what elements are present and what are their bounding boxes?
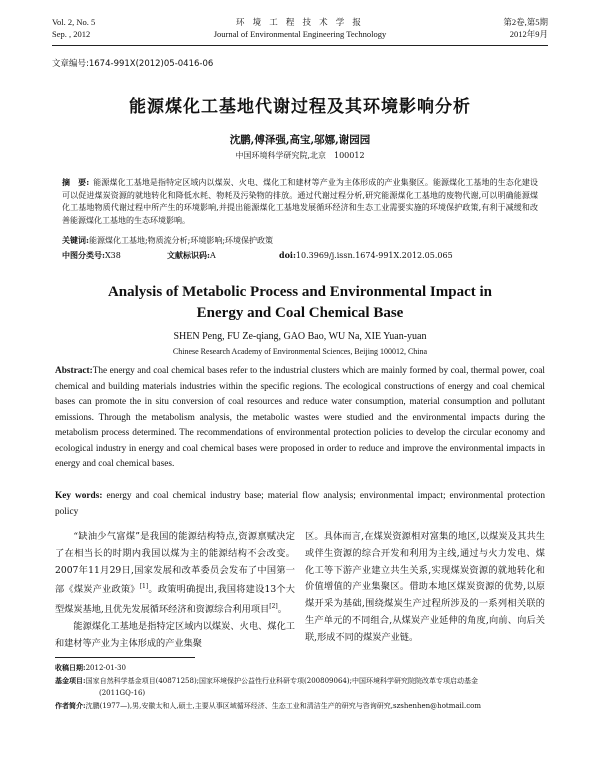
body-column-right [305,529,545,647]
classification-row [62,249,538,262]
document-code [167,249,279,262]
header-volume-cn: 第2卷,第5期 [503,17,548,27]
header-journal-en: Journal of Environmental Engineering Technology [213,29,387,39]
keywords-english-text: energy and coal chemical industry base; material flow analysis; environmental impact; environmental protection policy [55,491,545,517]
header-date: Sep. , 2012 [52,29,91,39]
document-code-value: A [209,251,216,260]
body-text: 。政策明确提出,我国将建设13个大型煤炭基地,且优先发展循环经济和资源综合利用项目 [55,584,295,616]
abstract-chinese-label: 摘 要: [62,177,90,187]
title-chinese: 能源煤化工基地代谢过程及其环境影响分析 [129,97,471,117]
header-journal-name [202,16,398,40]
doi-label: doi: [279,250,296,260]
keywords-chinese [62,234,538,247]
author-label: 作者简介: [55,700,86,710]
funding-value: 国家自然科学基金项目(40871258);国家环境保护公益性行业科研专项(200809064);中国环境科学研究院院改革专项启动基金 [85,676,478,685]
footnotes [55,662,550,712]
citation-ref[interactable]: [2] [269,603,278,611]
header-date-cn: 2012年9月 [509,29,548,39]
body-paragraph: 能源煤化工基地是指特定区域内以煤炭、火电、煤化工和建材等产业为主体形成的产业集聚 [55,621,295,649]
clc-number [62,249,167,262]
footnote-author [55,700,550,713]
header-volume: Vol. 2, No. 5 [52,17,96,27]
received-value: 2012-01-30 [85,664,126,672]
footnote-funding-cont: (2011GQ-16) [99,689,146,697]
body-column-left [55,529,295,653]
body-text: 。 [277,604,287,616]
article-number: 文章编号:1674-991X(2012)05-0416-06 [52,59,214,69]
footnote-received [55,662,550,675]
keywords-chinese-label: 关键词: [62,235,89,245]
citation-ref[interactable]: [1] [139,583,149,591]
abstract-english [55,364,545,473]
running-header [52,16,548,46]
title-english-line2: Energy and Coal Chemical Base [196,305,404,321]
keywords-chinese-text: 能源煤化工基地;物质流分析;环境影响;环境保护政策 [88,236,274,245]
abstract-chinese-text: 能源煤化工基地是指特定区域内以煤炭、火电、煤化工和建材等产业为主体形成的产业集聚区。能源煤化工基地的生态化建设可以促进煤炭资源的就地转化和降低水耗、物耗及污染物的排放。通过代谢过程分析,研究能源煤化工基地的废物代谢,可以明确能源煤化工基地物质代谢过程中所产生的环境影响,并提出能源煤化工基地发展循环经济和生态工业需要实施的环境保护政策,有利于减缓和改善能源煤化工基地的生态环境影响。 [62,178,538,225]
header-journal-cn: 环 境 工 程 技 术 学 报 [236,17,364,27]
title-english-line1: Analysis of Metabolic Process and Environmental Impact in [107,284,493,300]
received-label: 收稿日期: [55,663,86,672]
keywords-english [55,489,545,520]
authors-chinese: 沈鹏,傅泽强,高宝,邬娜,谢园园 [229,134,371,146]
body-paragraph [55,529,295,619]
abstract-english-label: Abstract: [55,366,93,376]
header-volume-info-cn [398,16,548,40]
title-english [40,282,560,324]
affiliation-chinese: 中国环境科学研究院,北京 100012 [235,151,365,160]
abstract-chinese [62,176,538,227]
authors-english: SHEN Peng, FU Ze-qiang, GAO Bao, WU Na, XIE Yuan-yuan [173,331,427,342]
body-text: “缺油少气富煤”是我国的能源结构特点,资源禀赋决定了在相当长的时期内我国以煤为主的能源结构不会改变。2007年11月29日,国家发展和改革委员会发布了中国第一部《煤炭产业政策》 [55,531,295,596]
funding-label: 基金项目: [55,675,86,685]
clc-value: X38 [104,251,121,260]
body-paragraph: 区。具体而言,在煤炭资源相对富集的地区,以煤炭及其共生或伴生资源的综合开发和利用为主线,通过与火力发电、煤化工等下游产业建立共生关系,实现煤炭资源的就地转化和价值增值的产业集聚区。借助本地区煤炭资源的优势,以原煤开采为基础,围绕煤炭生产过程所涉及的一系列相关联的生产单元的不同组合,从煤炭产业延伸的角度,向前、向后关联,形成不同的煤炭产业链。 [305,531,545,643]
footnote-divider [55,657,195,658]
author-value: 沈鹏(1977—),男,安徽太和人,硕士,主要从事区域循环经济、生态工业和清洁生产的研究与咨询研究,szshenhen@hotmail.com [85,701,482,710]
keywords-english-label: Key words: [55,491,103,501]
affiliation-english: Chinese Research Academy of Environmental Sciences, Beijing 100012, China [172,347,428,356]
header-volume-info [52,16,202,40]
clc-label: 中图分类号: [62,250,105,260]
doi-value: 10.3969/j.issn.1674-991X.2012.05.065 [295,251,453,260]
footnote-funding [55,675,550,688]
abstract-english-text: The energy and coal chemical bases refer to the industrial clusters which are mainly formed by coal, thermal power, coal chemical and building materials industries within the specific regions. The ecological constructions of energy and coal chemical bases can promote the in situ conversion of coal resources and reduce water consumption, material consumption and pollutant emissions. Through the metabolism analysis, the metabolic wastes were studied and the environmental impacts during the metabolism process determined. The recommendations of environmental protection policies to develop the circular economy and ecological industry in energy and coal chemical bases were proposed in order to reduce and improve the environmental impacts in energy and coal chemical bases. [55,366,545,469]
doi [279,249,453,262]
document-code-label: 文献标识码: [167,250,210,260]
